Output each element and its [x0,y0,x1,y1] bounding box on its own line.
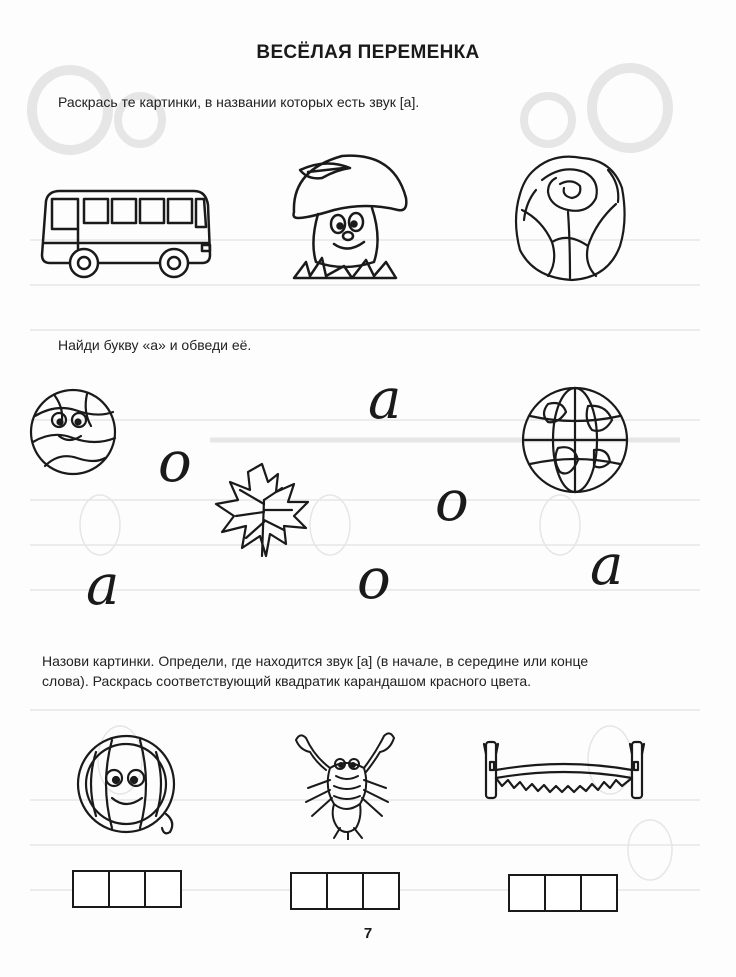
mushroom-icon[interactable] [286,150,412,282]
letter-o-2[interactable]: о [435,469,469,534]
box-beginning[interactable] [72,870,110,908]
sound-position-boxes-saw [508,874,624,912]
task1-instruction: Раскрась те картинки, в названии которых есть звук [а]. [58,94,420,110]
crayfish-icon[interactable] [290,728,404,840]
task3-instruction-line1: Назови картинки. Определи, где находится звук [а] (в начале, в середине или конце [42,653,589,669]
task2-instruction: Найди букву «а» и обведи её. [58,337,252,353]
box-middle[interactable] [326,872,364,910]
letter-o-3[interactable]: о [357,547,391,612]
sound-position-boxes-crayfish [290,872,406,910]
bus-icon[interactable] [38,183,214,283]
task3-instruction-line2: слова). Раскрась соответствующий квадратик карандашом красного цвета. [42,673,532,689]
sound-position-boxes-watermelon [72,870,188,908]
letter-a-3[interactable]: а [590,533,624,598]
box-middle[interactable] [544,874,582,912]
box-end[interactable] [362,872,400,910]
watermelon-icon[interactable] [72,730,184,842]
ball-icon[interactable] [25,386,122,478]
box-end[interactable] [580,874,618,912]
box-middle[interactable] [108,870,146,908]
task3-instruction [42,651,682,691]
box-beginning[interactable] [290,872,328,910]
box-beginning[interactable] [508,874,546,912]
letter-a-1[interactable]: а [368,367,402,432]
globe-icon[interactable] [518,384,632,496]
saw-icon[interactable] [478,736,650,806]
letter-a-2[interactable]: а [86,553,120,618]
letter-o-1[interactable]: о [158,430,192,495]
page-title: ВЕСЁЛАЯ ПЕРЕМЕНКА [256,42,480,63]
box-end[interactable] [144,870,182,908]
page-number: 7 [363,925,373,942]
cabbage-icon[interactable] [512,150,630,285]
maple-leaf-icon[interactable] [212,460,316,564]
